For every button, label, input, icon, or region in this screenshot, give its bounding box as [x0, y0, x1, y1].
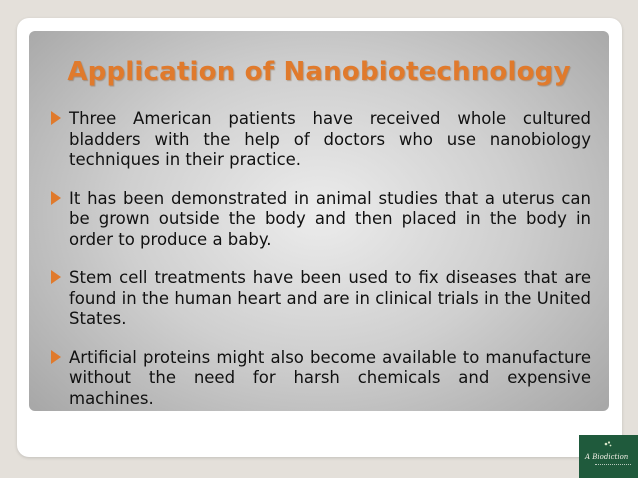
bullet-text: Three American patients have received whole cultured bladders with the help of doctors who use nanobiology techniques in their practice.: [69, 109, 591, 169]
bullet-item: [51, 189, 591, 251]
arrow-bullet-icon: [51, 191, 61, 205]
bullet-text: Artificial proteins might also become available to manufacture without the need for harsh chemicals and expensive machines.: [69, 347, 591, 408]
leaf-icon: [603, 439, 613, 449]
brand-logo[interactable]: [579, 435, 638, 478]
bullet-list: [51, 109, 591, 411]
logo-text: A Biodiction: [585, 453, 629, 461]
arrow-bullet-icon: [51, 350, 61, 364]
arrow-bullet-icon: [51, 111, 61, 125]
slide-content-panel: [29, 31, 609, 411]
bullet-text: Stem cell treatments have been used to fix diseases that are found in the human heart and are in clinical trials in the United States.: [69, 268, 591, 328]
bullet-item: [51, 268, 591, 330]
bullet-item: [51, 348, 591, 410]
arrow-bullet-icon: [51, 270, 61, 284]
slide-title: Application of Nanobiotechnology: [67, 57, 571, 87]
logo-underline: [595, 464, 631, 467]
bullet-item: [51, 109, 591, 171]
bullet-text: It has been demonstrated in animal studies that a uterus can be grown outside the body and then placed in the body in order to produce a baby.: [69, 188, 591, 249]
